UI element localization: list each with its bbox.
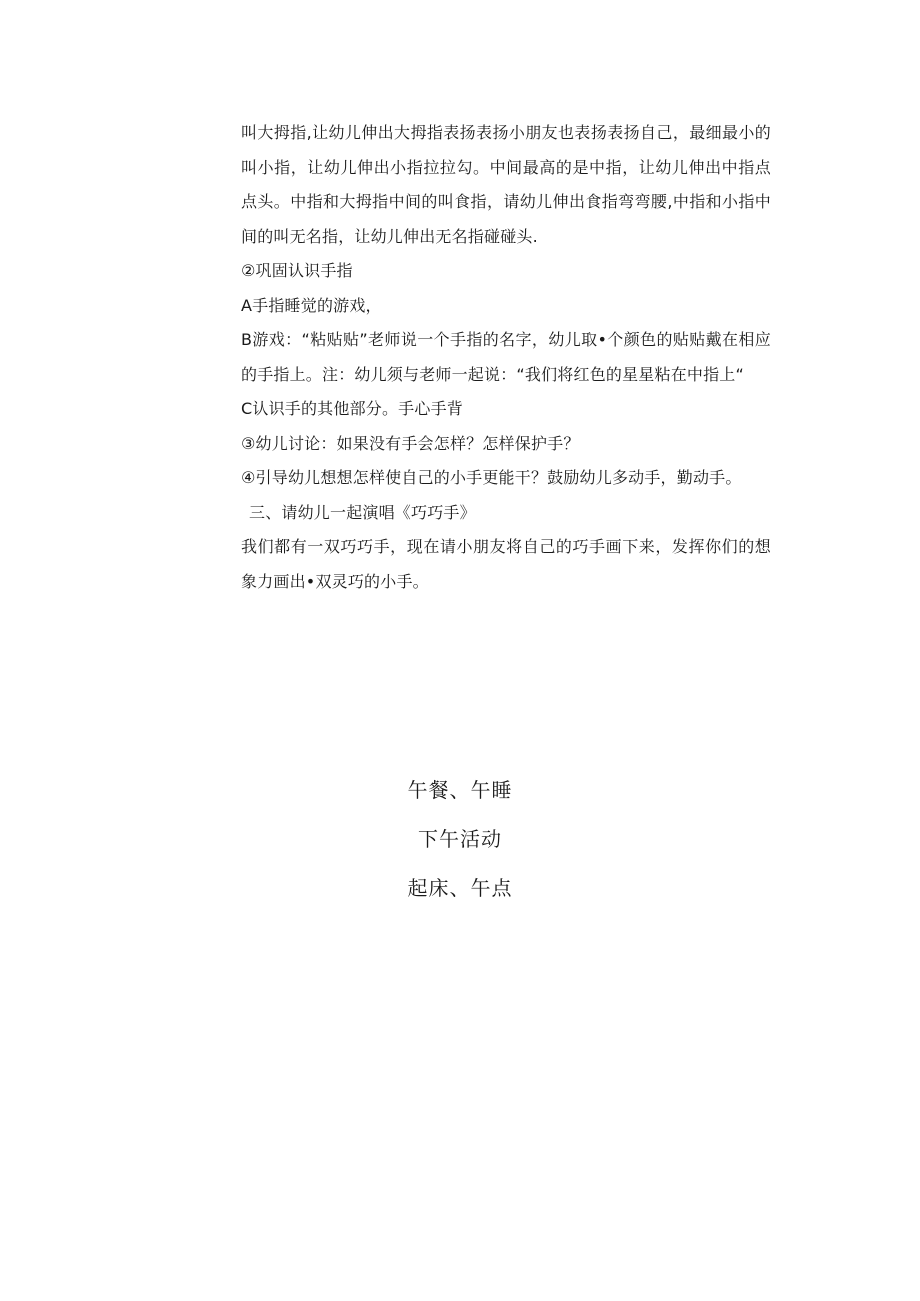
paragraph-hand-parts: C认识手的其他部分。手心手背 [241, 399, 463, 418]
paragraph-consolidate-heading: ②巩固认识手指 [241, 261, 353, 280]
paragraph-discussion: ③幼儿讨论：如果没有手会怎样？怎样保护手？ [241, 433, 580, 453]
schedule-item-wakeup-snack: 起床、午点 [407, 876, 513, 900]
schedule-item-lunch-nap: 午餐、午睡 [407, 778, 513, 802]
paragraph-finger-names: 叫大拇指,让幼儿伸出大拇指表扬表扬小朋友也表扬表扬自己，最细最小的叫小指，让幼儿伸出小指拉拉勾。中间最高的是中指，让幼儿伸出中指点点头。中指和大拇指中间的叫食指，请幼儿伸出食指弯弯腰,中指和小指中间的叫无名指，让幼儿伸出无名指碰碰头. [241, 123, 771, 246]
paragraph-drawing-activity: 我们都有一双巧巧手，现在请小朋友将自己的巧手画下来，发挥你们的想象力画出•双灵巧的小手。 [241, 537, 771, 591]
paragraph-guidance: ④引导幼儿想想怎样使自己的小手更能干？鼓励幼儿多动手，勤动手。 [241, 468, 742, 487]
paragraph-section-three-heading: 三、请幼儿一起演唱《巧巧手》 [249, 502, 476, 522]
schedule-item-afternoon-activity: 下午活动 [418, 827, 502, 851]
paragraph-sticker-game: B游戏：“粘贴贴”老师说一个手指的名字，幼儿取•个颜色的贴贴戴在相应的手指上。注：幼儿须与老师一起说：“我们将红色的星星粘在中指上“ [241, 330, 771, 384]
paragraph-finger-sleep-game: A手指睡觉的游戏， [241, 295, 382, 315]
lesson-body-text [241, 116, 771, 599]
